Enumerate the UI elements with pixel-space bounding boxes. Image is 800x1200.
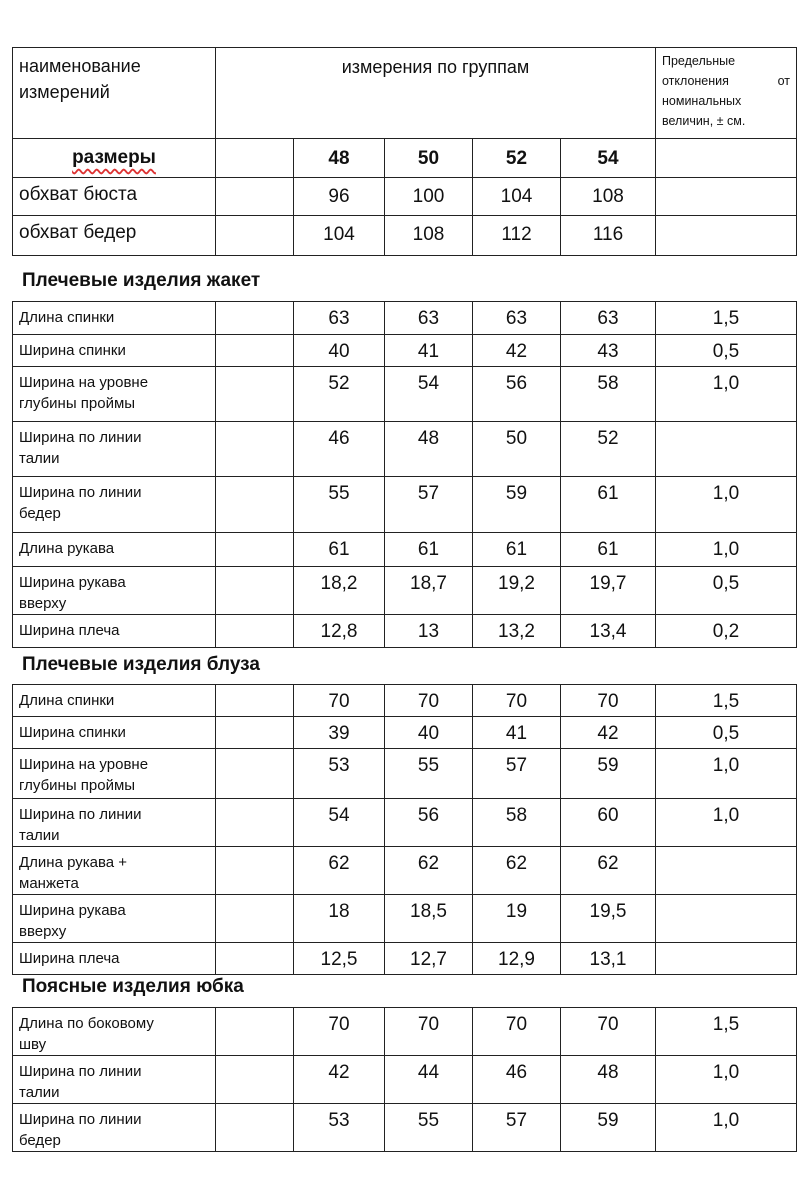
- empty-cell: [216, 302, 294, 335]
- empty-cell: [216, 533, 294, 567]
- cell-value: 61: [561, 533, 656, 567]
- tolerance-value: [656, 422, 797, 477]
- section-title: Плечевые изделия блуза: [22, 654, 260, 675]
- cell-value: 108: [385, 216, 473, 256]
- empty-cell: [216, 477, 294, 533]
- size-value: 48: [294, 139, 385, 178]
- cell-value: 57: [473, 1104, 561, 1152]
- table-row: [13, 943, 797, 975]
- cell-value: 12,8: [294, 615, 385, 648]
- groups-header: измерения по группам: [216, 48, 656, 139]
- table-row: [13, 335, 797, 367]
- tolerance-value: 1,5: [656, 685, 797, 717]
- cell-value: 19,7: [561, 567, 656, 615]
- cell-value: 42: [561, 717, 656, 749]
- cell-value: 13,2: [473, 615, 561, 648]
- cell-value: 57: [385, 477, 473, 533]
- row-label: Ширина плеча: [13, 615, 216, 648]
- cell-value: 70: [561, 685, 656, 717]
- cell-value: 46: [473, 1056, 561, 1104]
- cell-value: 18,5: [385, 895, 473, 943]
- table-row: [13, 799, 797, 847]
- cell-value: 62: [473, 847, 561, 895]
- tolerance-value: 1,0: [656, 799, 797, 847]
- row-label: Ширина спинки: [13, 335, 216, 367]
- cell-value: 41: [385, 335, 473, 367]
- table-row: [13, 302, 797, 335]
- tolerance-value: 1,0: [656, 533, 797, 567]
- table-row: [13, 567, 797, 615]
- tolerance-value: [656, 847, 797, 895]
- cell-value: 13,4: [561, 615, 656, 648]
- tolerance-value: 1,0: [656, 1056, 797, 1104]
- section-table: [12, 1007, 797, 1152]
- cell-value: 62: [294, 847, 385, 895]
- table-row: [13, 749, 797, 799]
- table-row: [13, 895, 797, 943]
- cell-value: 40: [294, 335, 385, 367]
- cell-value: 61: [385, 533, 473, 567]
- tolerance-value: 0,5: [656, 717, 797, 749]
- table-row: [13, 1104, 797, 1152]
- cell-value: 70: [561, 1008, 656, 1056]
- row-label: Ширина по линии бедер: [13, 477, 216, 533]
- table-row: [13, 533, 797, 567]
- cell-value: 63: [561, 302, 656, 335]
- cell-value: 63: [294, 302, 385, 335]
- cell-value: 96: [294, 178, 385, 216]
- row-label: Ширина рукава вверху: [13, 567, 216, 615]
- empty-cell: [216, 422, 294, 477]
- cell-value: 19,5: [561, 895, 656, 943]
- row-label: Длина по боковому шву: [13, 1008, 216, 1056]
- section-table: [12, 301, 797, 648]
- cell-value: 18: [294, 895, 385, 943]
- tolerance-value: 1,0: [656, 1104, 797, 1152]
- cell-value: 70: [385, 1008, 473, 1056]
- cell-value: 55: [294, 477, 385, 533]
- cell-value: 52: [294, 367, 385, 422]
- cell-value: 12,7: [385, 943, 473, 975]
- empty-cell: [216, 895, 294, 943]
- cell-value: 62: [385, 847, 473, 895]
- cell-value: 12,5: [294, 943, 385, 975]
- table-row: [13, 477, 797, 533]
- empty-cell: [216, 799, 294, 847]
- cell-value: 70: [385, 685, 473, 717]
- section-table: [12, 684, 797, 975]
- cell-value: 48: [561, 1056, 656, 1104]
- empty-cell: [216, 1056, 294, 1104]
- cell-value: 42: [473, 335, 561, 367]
- empty-cell: [216, 749, 294, 799]
- cell-value: 62: [561, 847, 656, 895]
- cell-value: 54: [294, 799, 385, 847]
- size-value: 52: [473, 139, 561, 178]
- row-label: Длина спинки: [13, 302, 216, 335]
- cell-value: 108: [561, 178, 656, 216]
- row-label: Ширина плеча: [13, 943, 216, 975]
- cell-value: 53: [294, 1104, 385, 1152]
- section-title: Поясные изделия юбка: [22, 976, 244, 997]
- empty-cell: [216, 567, 294, 615]
- cell-value: 58: [473, 799, 561, 847]
- cell-value: 50: [473, 422, 561, 477]
- size-value: 54: [561, 139, 656, 178]
- cell-value: 60: [561, 799, 656, 847]
- cell-value: 44: [385, 1056, 473, 1104]
- header-table: [12, 47, 797, 256]
- cell-value: 12,9: [473, 943, 561, 975]
- empty-cell: [216, 335, 294, 367]
- table-row: [13, 685, 797, 717]
- cell-value: 63: [473, 302, 561, 335]
- cell-value: 13,1: [561, 943, 656, 975]
- name-header: наименование измерений: [13, 48, 216, 139]
- cell-value: 70: [294, 685, 385, 717]
- empty-cell: [216, 717, 294, 749]
- empty-cell: [216, 1008, 294, 1056]
- cell-value: 59: [561, 1104, 656, 1152]
- row-label: Ширина на уровне глубины проймы: [13, 749, 216, 799]
- table-row: [13, 1056, 797, 1104]
- cell-value: 57: [473, 749, 561, 799]
- cell-value: 46: [294, 422, 385, 477]
- cell-value: 19,2: [473, 567, 561, 615]
- cell-value: 18,7: [385, 567, 473, 615]
- cell-value: 70: [473, 1008, 561, 1056]
- tolerance-value: 1,0: [656, 749, 797, 799]
- row-label: Ширина по линии бедер: [13, 1104, 216, 1152]
- table-row: [13, 422, 797, 477]
- cell-value: 19: [473, 895, 561, 943]
- empty-cell: [216, 847, 294, 895]
- cell-value: 112: [473, 216, 561, 256]
- cell-value: 54: [385, 367, 473, 422]
- tolerance-value: 0,2: [656, 615, 797, 648]
- row-label: Ширина по линии талии: [13, 422, 216, 477]
- empty-cell: [216, 943, 294, 975]
- row-label: Ширина спинки: [13, 717, 216, 749]
- cell-value: 43: [561, 335, 656, 367]
- row-label: Ширина по линии талии: [13, 1056, 216, 1104]
- cell-value: 56: [385, 799, 473, 847]
- empty-cell: [216, 1104, 294, 1152]
- table-row: [13, 717, 797, 749]
- cell-value: 48: [385, 422, 473, 477]
- cell-value: 104: [294, 216, 385, 256]
- cell-value: 55: [385, 1104, 473, 1152]
- cell-value: 42: [294, 1056, 385, 1104]
- row-label: обхват бюста: [13, 178, 216, 216]
- cell-value: 55: [385, 749, 473, 799]
- table-row: [13, 1008, 797, 1056]
- row-label: Длина спинки: [13, 685, 216, 717]
- tolerance-value: 1,0: [656, 367, 797, 422]
- cell-value: 18,2: [294, 567, 385, 615]
- row-label: Длина рукава + манжета: [13, 847, 216, 895]
- cell-value: 52: [561, 422, 656, 477]
- tolerance-value: 1,0: [656, 477, 797, 533]
- cell-value: 53: [294, 749, 385, 799]
- table-row: [13, 847, 797, 895]
- tolerance-value: 1,5: [656, 302, 797, 335]
- cell-value: 104: [473, 178, 561, 216]
- row-label: Ширина на уровне глубины проймы: [13, 367, 216, 422]
- row-label: Ширина рукава вверху: [13, 895, 216, 943]
- cell-value: 63: [385, 302, 473, 335]
- table-row: [13, 367, 797, 422]
- cell-value: 58: [561, 367, 656, 422]
- tolerance-value: 0,5: [656, 335, 797, 367]
- tolerance-value: 1,5: [656, 1008, 797, 1056]
- row-label: Длина рукава: [13, 533, 216, 567]
- cell-value: 100: [385, 178, 473, 216]
- tolerance-header: Предельные отклонения от номинальных величин, ± см.: [656, 48, 797, 139]
- row-label: обхват бедер: [13, 216, 216, 256]
- row-label: Ширина по линии талии: [13, 799, 216, 847]
- cell-value: 59: [473, 477, 561, 533]
- cell-value: 56: [473, 367, 561, 422]
- tolerance-value: 0,5: [656, 567, 797, 615]
- table-row: [13, 615, 797, 648]
- section-title: Плечевые изделия жакет: [22, 270, 261, 291]
- empty-cell: [216, 367, 294, 422]
- cell-value: 40: [385, 717, 473, 749]
- empty-cell: [216, 685, 294, 717]
- cell-value: 39: [294, 717, 385, 749]
- cell-value: 13: [385, 615, 473, 648]
- cell-value: 70: [294, 1008, 385, 1056]
- tolerance-value: [656, 943, 797, 975]
- cell-value: 59: [561, 749, 656, 799]
- cell-value: 70: [473, 685, 561, 717]
- tolerance-value: [656, 895, 797, 943]
- cell-value: 41: [473, 717, 561, 749]
- sizes-label: размеры: [13, 139, 216, 178]
- cell-value: 61: [294, 533, 385, 567]
- cell-value: 61: [561, 477, 656, 533]
- size-value: 50: [385, 139, 473, 178]
- cell-value: 61: [473, 533, 561, 567]
- empty-cell: [216, 615, 294, 648]
- cell-value: 116: [561, 216, 656, 256]
